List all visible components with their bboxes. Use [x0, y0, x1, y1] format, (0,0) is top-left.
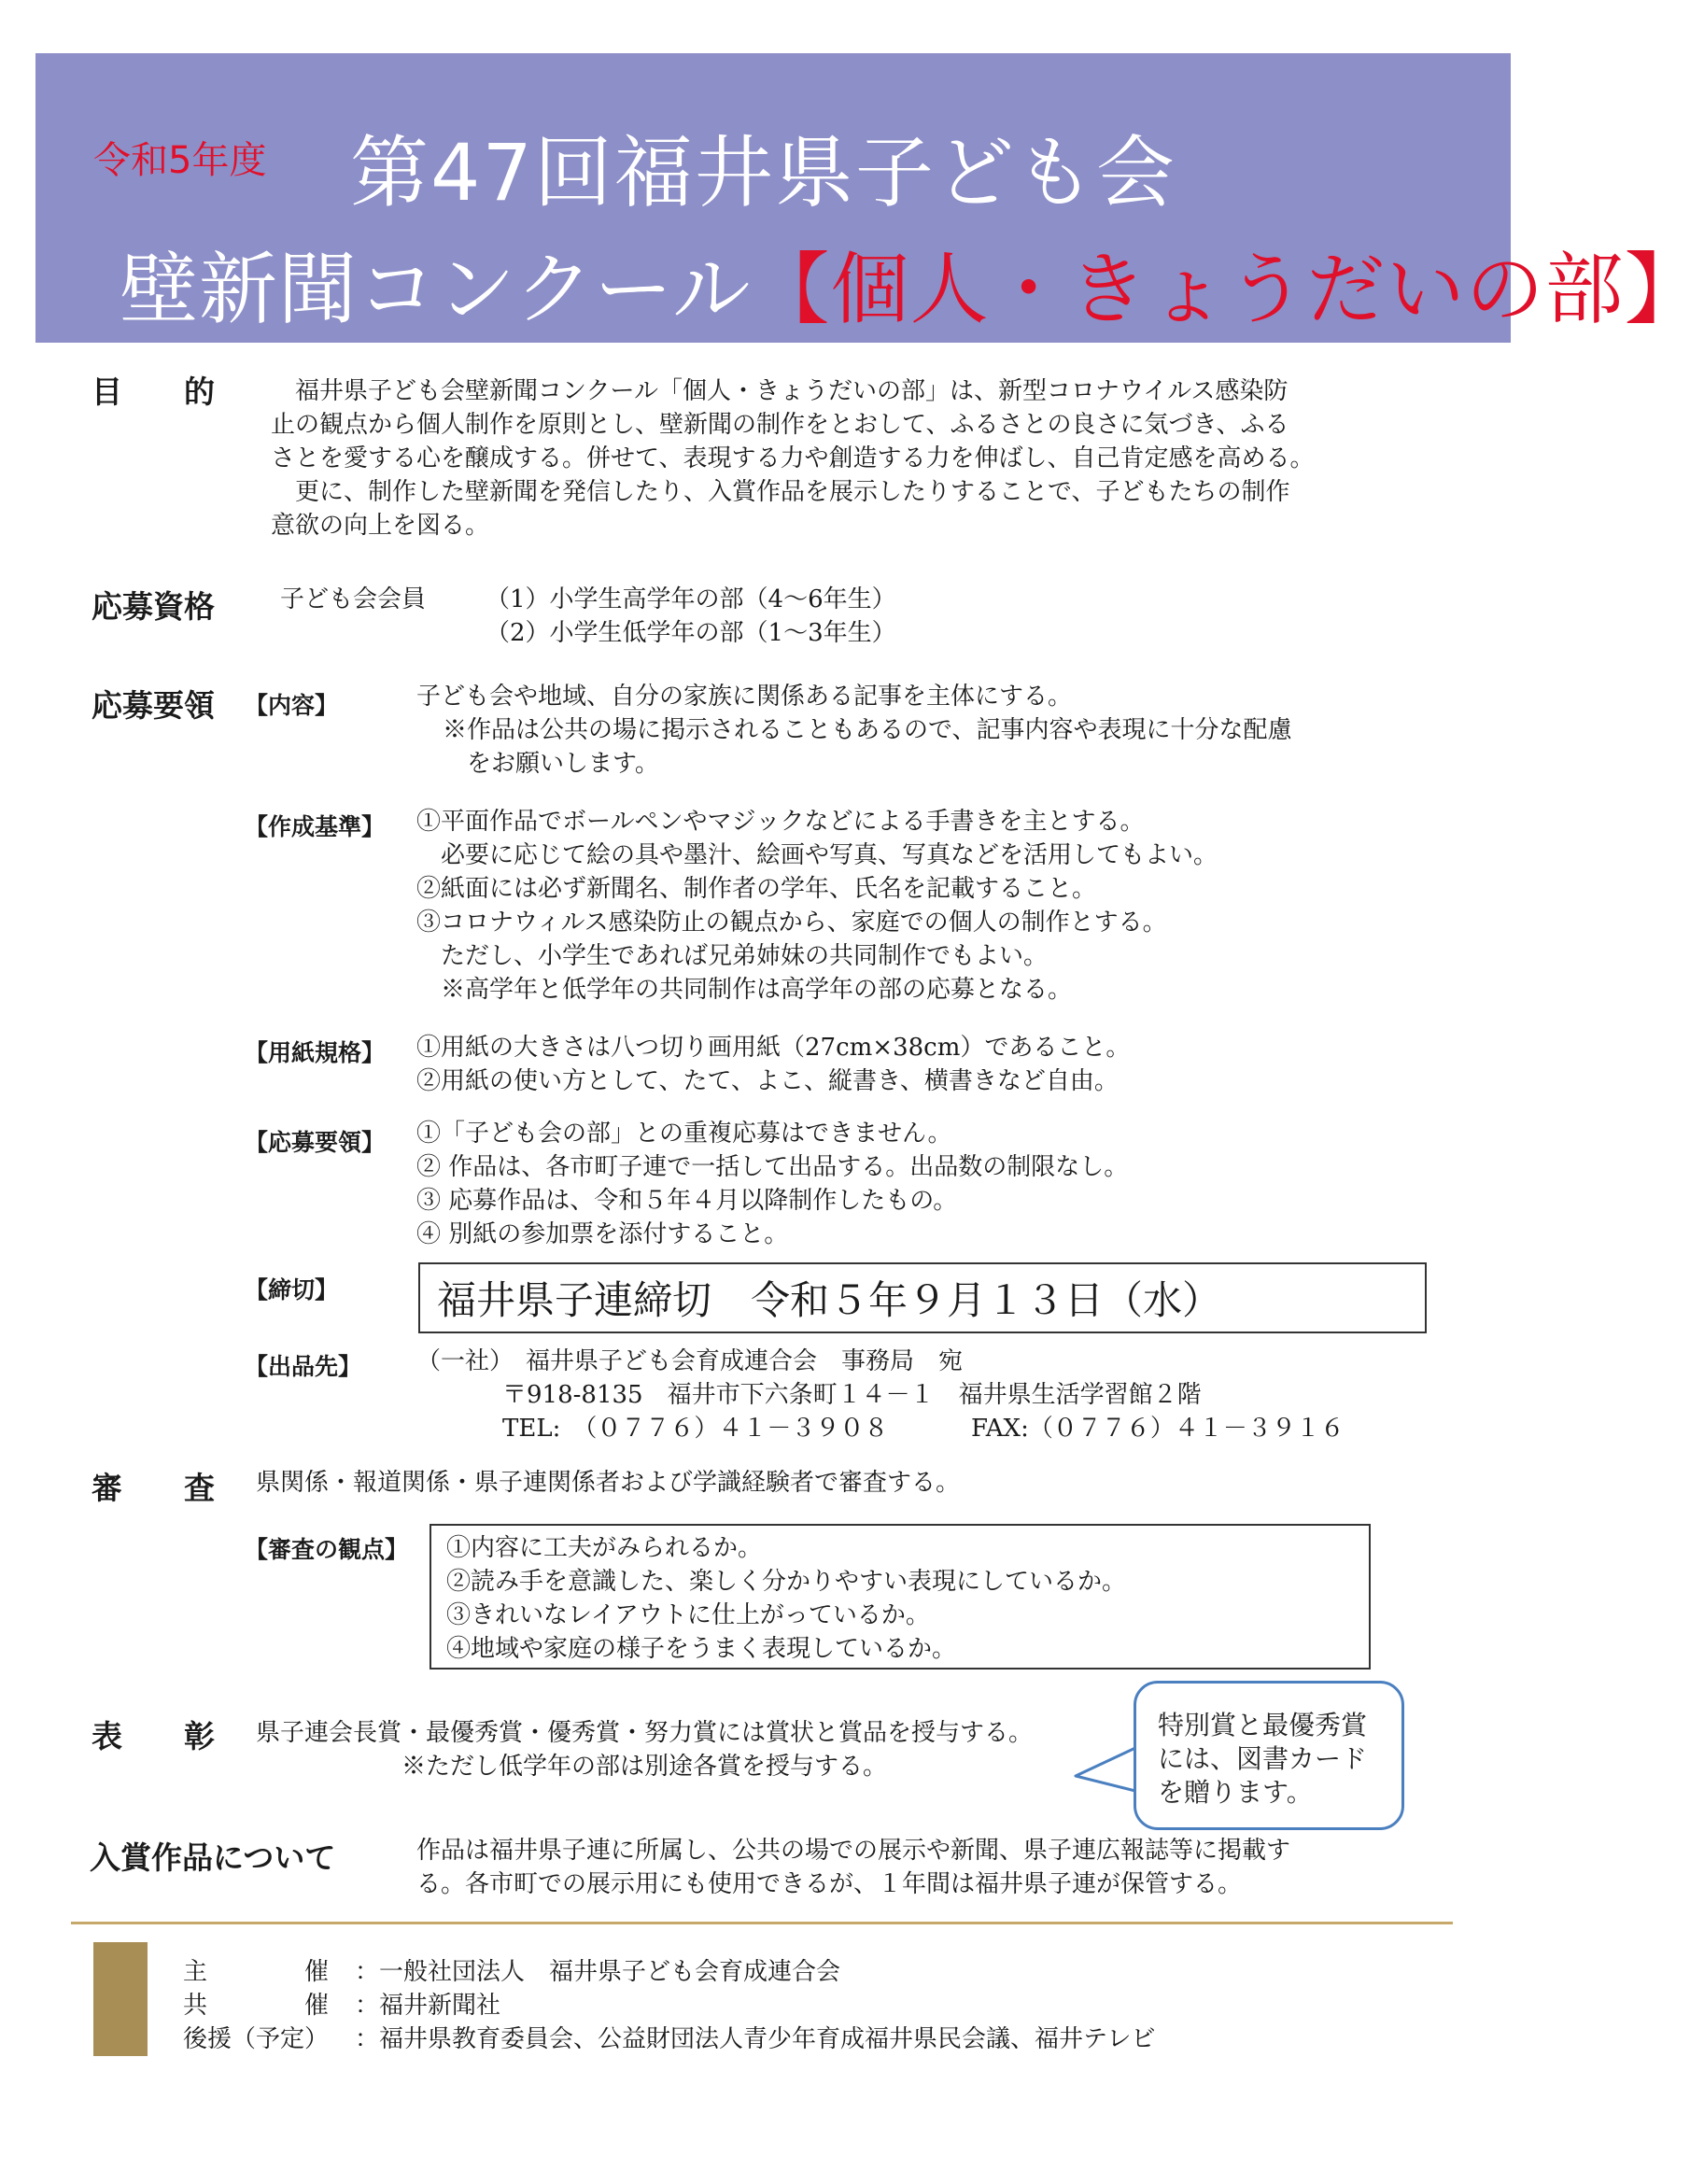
title-division: 【個人・きょうだいの部】	[751, 244, 1704, 335]
footer-value: ：一般社団法人 福井県子ども会育成連合会	[355, 1958, 841, 1986]
criteria-line: 必要に応じて絵の具や墨汁、絵画や写真、写真などを活用してもよい。	[416, 841, 1218, 869]
content-label: 【内容】	[245, 692, 339, 719]
eligibility-division: （1）小学生高学年の部（4～6年生）	[486, 585, 896, 613]
procedure-line: ④ 別紙の参加票を添付すること。	[416, 1220, 789, 1248]
procedure-line: ② 作品は、各市町子連で一括して出品する。出品数の制限なし。	[416, 1153, 1129, 1181]
footer-label: 後援（予定）	[183, 2025, 330, 2053]
awards-line: ※ただし低学年の部は別途各賞を授与する。	[401, 1753, 888, 1781]
footer-value: ：福井県教育委員会、公益財団法人青少年育成福井県民会議、福井テレビ	[355, 2025, 1156, 2053]
review-text: 県関係・報道関係・県子連関係者および学識経験者で審査する。	[256, 1469, 961, 1497]
deadline-label: 【締切】	[245, 1276, 339, 1303]
criteria-line: ②紙面には必ず新聞名、制作者の学年、氏名を記載すること。	[416, 875, 1097, 903]
criteria-line: ただし、小学生であれば兄弟姉妹の共同制作でもよい。	[416, 942, 1049, 970]
footer-accent-bar	[93, 1942, 148, 2056]
purpose-line: 福井県子ども会壁新聞コンクール「個人・きょうだいの部」は、新型コロナウイルス感染防	[271, 377, 1289, 405]
eligibility-who: 子ども会会員	[280, 585, 427, 613]
review-viewpoint: ②読み手を意識した、楽しく分かりやすい表現にしているか。	[446, 1568, 1127, 1596]
review-heading: 審 査	[92, 1470, 215, 1506]
winning-works-heading: 入賞作品について	[90, 1839, 336, 1876]
review-viewpoint-label: 【審査の観点】	[245, 1536, 409, 1563]
review-viewpoint: ③きれいなレイアウトに仕上がっているか。	[446, 1601, 930, 1629]
awards-heading: 表 彰	[92, 1718, 215, 1754]
criteria-line: ①平面作品でボールペンやマジックなどによる手書きを主とする。	[416, 808, 1145, 836]
procedure-line: ③ 応募作品は、令和５年４月以降制作したもの。	[416, 1187, 958, 1215]
submit-label: 【出品先】	[245, 1353, 362, 1380]
purpose-heading: 目 的	[92, 373, 215, 410]
footer-label: 主 催	[183, 1958, 330, 1986]
awards-line: 県子連会長賞・最優秀賞・優秀賞・努力賞には賞状と賞品を授与する。	[256, 1719, 1034, 1747]
procedure-line: ①「子ども会の部」との重複応募はできません。	[416, 1120, 952, 1148]
purpose-line: さとを愛する心を醸成する。併せて、表現する力や創造する力を伸ばし、自己肯定感を高める。	[271, 444, 1315, 472]
criteria-line: ※高学年と低学年の共同制作は高学年の部の応募となる。	[416, 976, 1073, 1004]
paper-line: ②用紙の使い方として、たて、よこ、縦書き、横書きなど自由。	[416, 1067, 1119, 1095]
content-line: 子ども会や地域、自分の家族に関係ある記事を主体にする。	[416, 683, 1073, 711]
paper-line: ①用紙の大きさは八つ切り画用紙（27cm×38cm）であること。	[416, 1034, 1131, 1062]
footer-divider	[71, 1922, 1453, 1924]
submit-address: 〒918-8135 福井市下六条町１４－１ 福井県生活学習館２階	[502, 1381, 1202, 1409]
page-title-line1: 第47回福井県子ども会	[350, 127, 1176, 218]
bubble-line: 特別賞と最優秀賞	[1158, 1710, 1368, 1740]
eligibility-heading: 応募資格	[92, 588, 215, 625]
content-line: をお願いします。	[443, 750, 659, 778]
footer-label: 共 催	[183, 1992, 330, 2020]
bubble-line: には、図書カード	[1158, 1743, 1368, 1774]
purpose-line: 止の観点から個人制作を原則とし、壁新聞の制作をとおして、ふるさとの良さに気づき、ふる	[271, 411, 1289, 439]
title-main: 壁新聞コンクール	[120, 244, 752, 335]
purpose-line: 更に、制作した壁新聞を発信したり、入賞作品を展示したりすることで、子どもたちの制作	[271, 478, 1290, 506]
content-line: ※作品は公共の場に掲示されることもあるので、記事内容や表現に十分な配慮	[443, 716, 1292, 744]
winning-works-line: る。各市町での展示用にも使用できるが、１年間は福井県子連が保管する。	[416, 1870, 1243, 1898]
fiscal-year-label: 令和5年度	[93, 139, 267, 182]
guidelines-heading: 応募要領	[92, 687, 215, 724]
submit-fax: FAX:（０７７６）４１－３９１６	[971, 1415, 1345, 1443]
procedure-label: 【応募要領】	[245, 1129, 386, 1156]
bubble-line: を贈ります。	[1158, 1777, 1313, 1808]
purpose-line: 意欲の向上を図る。	[271, 512, 490, 540]
paper-label: 【用紙規格】	[245, 1039, 386, 1066]
review-viewpoint: ①内容に工夫がみられるか。	[446, 1534, 763, 1562]
criteria-label: 【作成基準】	[245, 813, 386, 840]
submit-org: （一社） 福井県子ども会育成連合会 事務局 宛	[416, 1347, 964, 1375]
deadline-text: 福井県子連締切 令和５年９月１３日（水）	[437, 1277, 1222, 1323]
eligibility-division: （2）小学生低学年の部（1～3年生）	[486, 619, 896, 647]
criteria-line: ③コロナウィルス感染防止の観点から、家庭での個人の制作とする。	[416, 909, 1167, 937]
winning-works-line: 作品は福井県子連に所属し、公共の場での展示や新聞、県子連広報誌等に掲載す	[416, 1837, 1291, 1865]
footer-value: ：福井新聞社	[355, 1992, 501, 2020]
submit-tel: TEL: （０７７６）４１－３９０８	[502, 1415, 889, 1443]
page-title-line2	[120, 227, 1704, 340]
review-viewpoint: ④地域や家庭の様子をうまく表現しているか。	[446, 1635, 957, 1663]
